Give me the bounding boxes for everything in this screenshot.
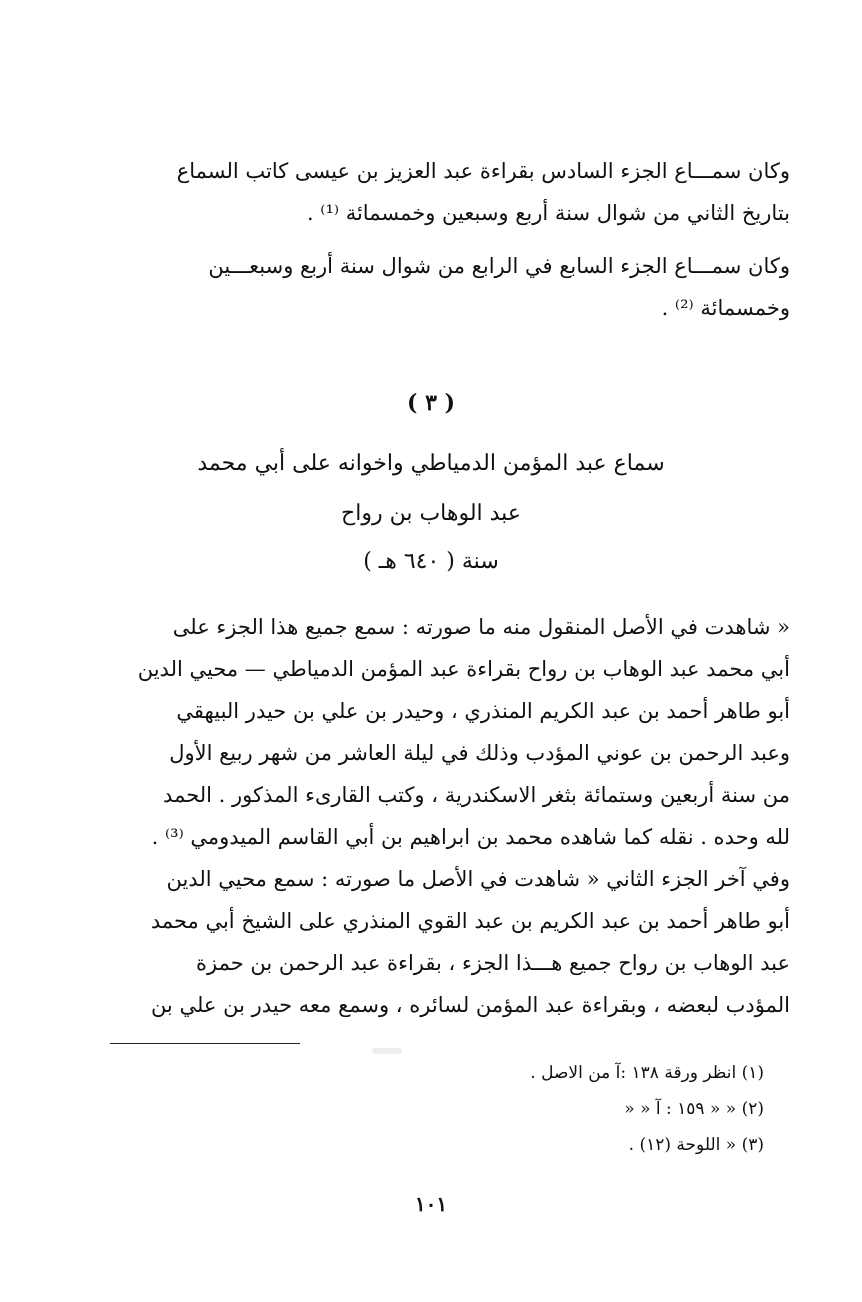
text-line: من سنة أربعين وستمائة بثغر الاسكندرية ، وكتب القارىء المذكور . الحمد [163,783,790,807]
section-title-line-1: سماع عبد المؤمن الدمياطي واخوانه على أبي محمد [197,451,665,476]
text-line: لله وحده . نقله كما شاهده محمد بن ابراهيم بن أبي القاسم الميدومي ⁽³⁾ . [151,825,790,849]
text-line: وعبد الرحمن بن عوني المؤدب وذلك في ليلة العاشر من شهر ربيع الأول [169,741,790,765]
page-number: ١٠١ [414,1192,448,1216]
text-line: وخمسمائة ⁽²⁾ . [661,296,790,320]
text-line: أبي محمد عبد الوهاب بن رواح بقراءة عبد المؤمن الدمياطي — محيي الدين [137,657,790,681]
footnote-divider [110,1043,300,1044]
paragraph-sixth-part-hearing [108,150,790,234]
paragraph-seventh-part-hearing [108,245,790,329]
text-line: عبد الوهاب بن رواح جميع هـــذا الجزء ، بقراءة عبد الرحمن بن حمزة [196,951,790,975]
footnote-item: (٣) « اللوحة (١٢) . [628,1135,764,1155]
text-line: المؤدب لبعضه ، وبقراءة عبد المؤمن لسائره ، وسمع معه حيدر بن علي بن [150,993,790,1017]
text-line: وفي آخر الجزء الثاني « شاهدت في الأصل ما صورته : سمع محيي الدين [166,867,790,891]
text-line: وكان سمـــاع الجزء السادس بقراءة عبد العزيز بن عيسى كاتب السماع [176,159,790,183]
section-year: سنة ( ٦٤٠ هـ ) [363,549,499,574]
footnote-item: (٢) « « ١٥٩ : آ « « [624,1099,764,1119]
section-number: ( ٣ ) [407,390,455,416]
scan-speck [372,1048,402,1054]
paragraph-attestation [108,606,790,858]
text-line: أبو طاهر أحمد بن عبد الكريم بن عبد القوي المنذري على الشيخ أبي محمد [150,909,790,933]
section-title-line-2: عبد الوهاب بن رواح [341,501,521,526]
footnotes-list [300,1055,764,1163]
text-line: أبو طاهر أحمد بن عبد الكريم المنذري ، وحيدر بن علي بن حيدر البيهقي [176,699,790,723]
footnote-item: (١) انظر ورقة ١٣٨ :آ من الاصل . [530,1063,764,1083]
text-line: بتاريخ الثاني من شوال سنة أربع وسبعين وخمسمائة ⁽¹⁾ . [306,201,790,225]
text-line: « شاهدت في الأصل المنقول منه ما صورته : سمع جميع هذا الجزء على [172,615,790,639]
text-line: وكان سمـــاع الجزء السابع في الرابع من شوال سنة أربع وسبعـــين [208,254,790,278]
paragraph-second-part-end [108,858,790,1026]
